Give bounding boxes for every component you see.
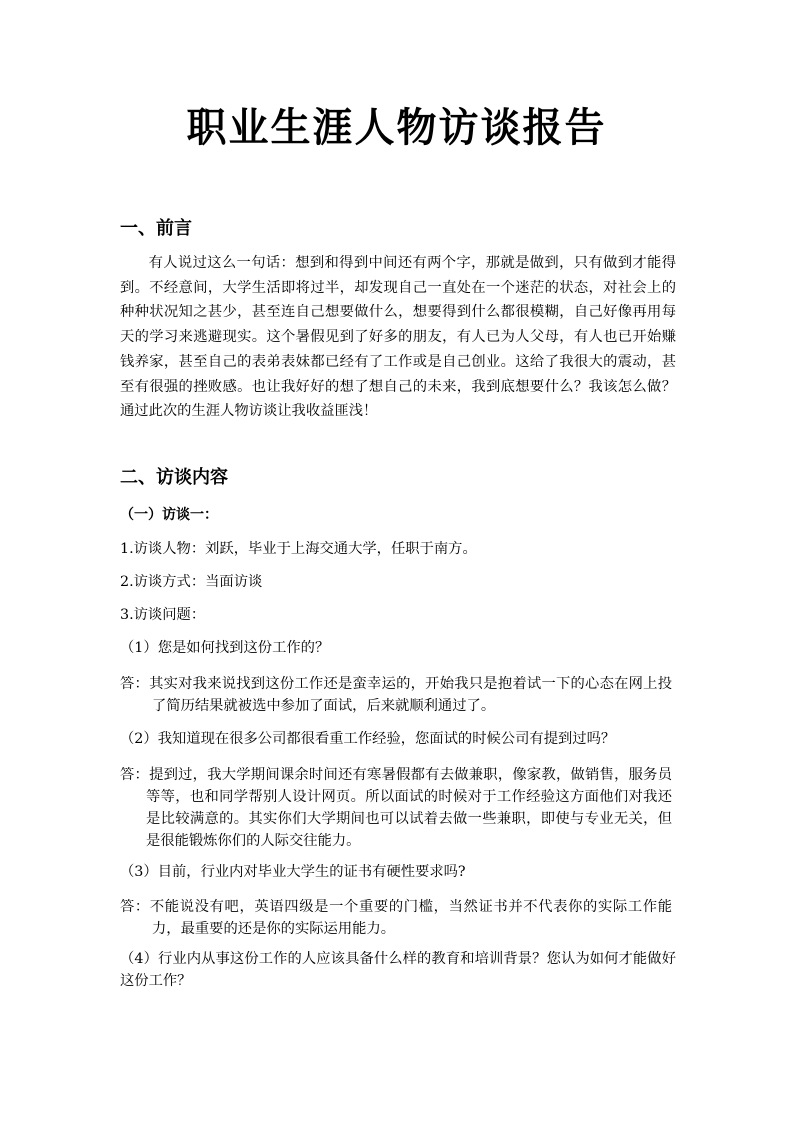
question-3: （3）目前，行业内对毕业大学生的证书有硬性要求吗? [120, 864, 466, 880]
interview-method-line: 2.访谈方式：当面访谈 [120, 574, 263, 590]
question-4: （4）行业内从事这份工作的人应该具备什么样的教育和培训背景？您认为如何才能做好这份工作？ [120, 951, 676, 989]
section-heading-interview-content: 二、访谈内容 [120, 467, 228, 488]
page-title: 职业生涯人物访谈报告 [186, 104, 607, 151]
answer-3: 答：不能说没有吧，英语四级是一个重要的门槛，当然证书并不代表你的实际工作能力，最重要的还是你的实际运用能力。 [120, 899, 672, 937]
subsection-heading-interview-one: （一）访谈一： [120, 507, 218, 523]
answer-1: 答：其实对我来说找到这份工作还是蛮幸运的，开始我只是抱着试一下的心态在网上投了简历结果就被选中参加了面试，后来就顺利通过了。 [120, 676, 672, 714]
interview-questions-label: 3.访谈问题： [120, 607, 206, 623]
interviewee-line: 1.访谈人物：刘跃，毕业于上海交通大学，任职于南方。 [120, 541, 477, 557]
section-heading-preface: 一、前言 [120, 218, 192, 239]
question-2: （2）我知道现在很多公司都很看重工作经验，您面试的时候公司有提到过吗？ [120, 731, 616, 747]
question-1: （1）您是如何找到这份工作的？ [120, 640, 330, 656]
answer-2: 答：提到过，我大学期间课余时间还有寒暑假都有去做兼职，像家教，做销售，服务员等等，也和同学帮别人设计网页。所以面试的时候对于工作经验这方面他们对我还是比较满意的。其实你们大学期间也可以试着去做一些兼职，即使与专业无关，但是很能锻炼你们的人际交往能力。 [120, 767, 672, 849]
preface-paragraph: 有人说过这么一句话：想到和得到中间还有两个字，那就是做到，只有做到才能得到。不经意间，大学生活即将过半，却发现自己一直处在一个迷茫的状态，对社会上的种种状况知之甚少，甚至连自己想要做什么，想要得到什么都很模糊，自己好像再用每天的学习来逃避现实。这个暑假见到了好多的朋友，有人已为人父母，有人也已开始赚钱养家，甚至自己的表弟表妹都已经有了工作或是自己创业。这给了我很大的震动，甚至有很强的挫败感。也让我好好的想了想自己的未来，我到底想要什么？我该怎么做？通过此次的生涯人物访谈让我收益匪浅！ [120, 255, 676, 420]
